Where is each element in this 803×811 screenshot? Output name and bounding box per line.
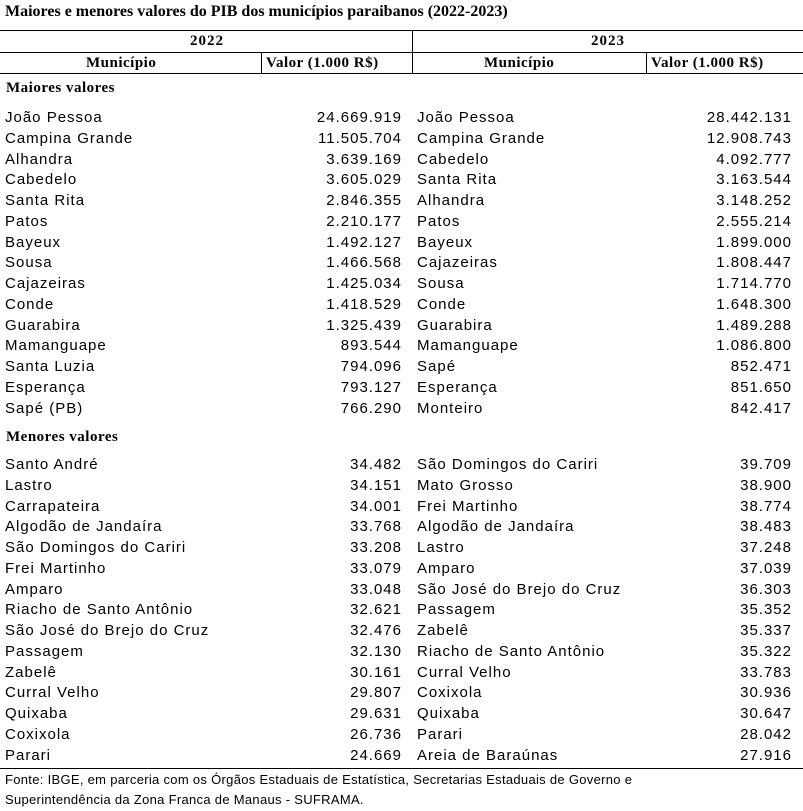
cell-municipio-2023: Mamanguape bbox=[417, 337, 519, 355]
col-divider-2023 bbox=[646, 52, 647, 74]
cell-valor-2022: 34.482 bbox=[350, 456, 402, 473]
table-row bbox=[0, 621, 803, 641]
cell-valor-2022: 2.210.177 bbox=[326, 212, 402, 230]
cell-valor-2022: 24.669 bbox=[350, 746, 402, 764]
cell-municipio-2022: Quixaba bbox=[5, 705, 68, 722]
table-row bbox=[0, 274, 803, 294]
cell-valor-2023: 38.900 bbox=[740, 476, 792, 494]
cell-valor-2023: 1.086.800 bbox=[716, 337, 792, 355]
source-note-line2: Superintendência da Zona Franca de Manaus - SUFRAMA. bbox=[5, 792, 364, 807]
cell-municipio-2023: Cajazeiras bbox=[417, 254, 498, 272]
cell-municipio-2022: Zabelê bbox=[5, 663, 57, 681]
cell-valor-2023: 4.092.777 bbox=[716, 150, 792, 168]
cell-valor-2023: 39.709 bbox=[740, 456, 792, 473]
cell-valor-2022: 1.418.529 bbox=[326, 295, 402, 313]
cell-municipio-2023: Esperança bbox=[417, 378, 498, 396]
table-row bbox=[0, 357, 803, 377]
cell-valor-2022: 1.425.034 bbox=[326, 275, 402, 292]
bottom-rule bbox=[0, 768, 803, 769]
cell-municipio-2022: Riacho de Santo Antônio bbox=[5, 601, 194, 619]
table-row bbox=[0, 233, 803, 253]
cell-municipio-2022: Santa Rita bbox=[5, 192, 86, 209]
cell-valor-2022: 33.079 bbox=[350, 559, 402, 577]
cell-municipio-2023: Quixaba bbox=[417, 705, 480, 722]
cell-valor-2023: 842.417 bbox=[730, 399, 792, 417]
table-row bbox=[0, 336, 803, 356]
cell-valor-2022: 34.151 bbox=[350, 476, 402, 494]
cell-valor-2023: 1.714.770 bbox=[716, 275, 792, 292]
cell-valor-2023: 30.647 bbox=[740, 705, 792, 722]
cell-valor-2022: 32.130 bbox=[350, 642, 402, 660]
cell-municipio-2022: Parari bbox=[5, 746, 52, 764]
cell-valor-2022: 33.768 bbox=[350, 518, 402, 536]
cell-valor-2022: 26.736 bbox=[350, 725, 402, 743]
cell-municipio-2022: Coxixola bbox=[5, 725, 71, 743]
cell-valor-2022: 893.544 bbox=[340, 337, 402, 355]
cell-municipio-2023: Patos bbox=[417, 212, 461, 230]
table-row bbox=[0, 150, 803, 170]
cell-municipio-2023: Frei Martinho bbox=[417, 497, 519, 515]
cell-municipio-2022: Cabedelo bbox=[5, 171, 78, 189]
table-row bbox=[0, 476, 803, 496]
cell-valor-2022: 2.846.355 bbox=[326, 192, 402, 209]
cell-valor-2022: 3.639.169 bbox=[326, 150, 402, 168]
cell-municipio-2023: João Pessoa bbox=[417, 109, 515, 126]
cell-municipio-2023: Passagem bbox=[417, 601, 496, 619]
cell-valor-2023: 38.774 bbox=[740, 497, 792, 515]
cell-valor-2022: 766.290 bbox=[340, 399, 402, 417]
cell-municipio-2022: João Pessoa bbox=[5, 109, 103, 126]
table-row bbox=[0, 253, 803, 273]
cell-municipio-2022: Frei Martinho bbox=[5, 559, 107, 577]
cell-valor-2023: 30.936 bbox=[740, 684, 792, 702]
cell-municipio-2022: Algodão de Jandaíra bbox=[5, 518, 163, 536]
table-row bbox=[0, 129, 803, 149]
cell-municipio-2022: Guarabira bbox=[5, 316, 81, 334]
section-maiores: Maiores valores bbox=[6, 80, 116, 96]
table-row bbox=[0, 497, 803, 517]
cell-valor-2022: 32.476 bbox=[350, 622, 402, 639]
table-row bbox=[0, 295, 803, 315]
year-header-2023: 2023 bbox=[591, 33, 625, 49]
cell-municipio-2022: Mamanguape bbox=[5, 337, 107, 355]
cell-valor-2023: 1.648.300 bbox=[716, 295, 792, 313]
cell-valor-2023: 37.248 bbox=[740, 539, 792, 556]
cell-valor-2023: 38.483 bbox=[740, 518, 792, 536]
cell-valor-2022: 24.669.919 bbox=[316, 109, 402, 126]
cell-valor-2022: 1.492.127 bbox=[326, 233, 402, 251]
cell-municipio-2022: São Domingos do Cariri bbox=[5, 539, 187, 556]
table-row bbox=[0, 517, 803, 537]
cell-municipio-2023: São José do Brejo do Cruz bbox=[417, 580, 622, 598]
cell-municipio-2023: Amparo bbox=[417, 559, 476, 577]
cell-valor-2022: 11.505.704 bbox=[318, 129, 402, 147]
cell-municipio-2022: Sousa bbox=[5, 254, 53, 272]
cell-municipio-2022: Santa Luzia bbox=[5, 358, 96, 375]
cell-municipio-2023: Cabedelo bbox=[417, 150, 490, 168]
cell-valor-2022: 1.466.568 bbox=[326, 254, 402, 272]
col-valor-2022: Valor (1.000 R$) bbox=[266, 55, 379, 71]
cell-valor-2023: 851.650 bbox=[730, 378, 792, 396]
table-row bbox=[0, 191, 803, 211]
col-municipio-2023: Município bbox=[484, 55, 555, 71]
cell-valor-2023: 1.489.288 bbox=[716, 316, 792, 334]
table-row bbox=[0, 559, 803, 579]
table-row bbox=[0, 170, 803, 190]
cell-municipio-2023: Bayeux bbox=[417, 233, 474, 251]
cell-municipio-2022: Passagem bbox=[5, 642, 84, 660]
cell-valor-2023: 12.908.743 bbox=[706, 129, 792, 147]
table-row bbox=[0, 316, 803, 336]
cell-valor-2023: 33.783 bbox=[740, 663, 792, 681]
col-municipio-2022: Município bbox=[86, 55, 157, 71]
cell-valor-2023: 1.899.000 bbox=[716, 233, 792, 251]
cell-valor-2022: 34.001 bbox=[350, 497, 402, 515]
cell-valor-2022: 29.631 bbox=[350, 705, 402, 722]
cell-municipio-2023: São Domingos do Cariri bbox=[417, 456, 599, 473]
cell-municipio-2023: Lastro bbox=[417, 539, 465, 556]
cell-municipio-2023: Sousa bbox=[417, 275, 465, 292]
cell-municipio-2023: Areia de Baraúnas bbox=[417, 746, 559, 764]
cell-municipio-2023: Curral Velho bbox=[417, 663, 512, 681]
col-divider-2022 bbox=[261, 52, 262, 74]
cell-municipio-2022: Conde bbox=[5, 295, 55, 313]
table-row bbox=[0, 455, 803, 475]
cell-valor-2023: 35.337 bbox=[740, 622, 792, 639]
table-row bbox=[0, 642, 803, 662]
table-row bbox=[0, 704, 803, 724]
cell-municipio-2022: Lastro bbox=[5, 476, 53, 494]
table-row bbox=[0, 212, 803, 232]
cell-municipio-2022: Curral Velho bbox=[5, 684, 100, 702]
cell-municipio-2023: Sapé bbox=[417, 358, 457, 375]
cell-municipio-2023: Santa Rita bbox=[417, 171, 498, 189]
cell-valor-2022: 29.807 bbox=[350, 684, 402, 702]
table-row bbox=[0, 580, 803, 600]
cell-valor-2023: 28.042 bbox=[740, 725, 792, 743]
col-valor-2023: Valor (1.000 R$) bbox=[651, 55, 764, 71]
table-row bbox=[0, 600, 803, 620]
cell-valor-2023: 2.555.214 bbox=[716, 212, 792, 230]
cell-valor-2023: 3.163.544 bbox=[716, 171, 792, 189]
cell-municipio-2022: Bayeux bbox=[5, 233, 62, 251]
table-title: Maiores e menores valores do PIB dos municípios paraibanos (2022-2023) bbox=[5, 3, 508, 20]
table-row bbox=[0, 399, 803, 419]
cell-municipio-2023: Riacho de Santo Antônio bbox=[417, 642, 606, 660]
cell-municipio-2022: Santo André bbox=[5, 456, 99, 473]
cell-valor-2022: 32.621 bbox=[350, 601, 402, 619]
cell-valor-2023: 27.916 bbox=[740, 746, 792, 764]
cell-municipio-2023: Conde bbox=[417, 295, 467, 313]
cell-municipio-2022: Esperança bbox=[5, 378, 86, 396]
cell-valor-2022: 3.605.029 bbox=[326, 171, 402, 189]
cell-valor-2023: 3.148.252 bbox=[716, 192, 792, 209]
cell-municipio-2023: Guarabira bbox=[417, 316, 493, 334]
cell-municipio-2022: Campina Grande bbox=[5, 129, 134, 147]
cell-municipio-2022: Amparo bbox=[5, 580, 64, 598]
table-row bbox=[0, 538, 803, 558]
year-rule bbox=[0, 52, 803, 53]
table-row bbox=[0, 663, 803, 683]
cell-valor-2023: 35.352 bbox=[740, 601, 792, 619]
top-rule bbox=[0, 30, 803, 31]
cell-valor-2022: 30.161 bbox=[350, 663, 402, 681]
table-row bbox=[0, 746, 803, 766]
table-row bbox=[0, 378, 803, 398]
cell-valor-2023: 28.442.131 bbox=[706, 109, 792, 126]
cell-municipio-2022: Patos bbox=[5, 212, 49, 230]
table-row bbox=[0, 108, 803, 128]
source-note-line1: Fonte: IBGE, em parceria com os Órgãos Estaduais de Estatística, Secretarias Estaduais de Governo e bbox=[5, 772, 633, 787]
cell-municipio-2023: Zabelê bbox=[417, 622, 469, 639]
cell-municipio-2023: Algodão de Jandaíra bbox=[417, 518, 575, 536]
cell-valor-2023: 35.322 bbox=[740, 642, 792, 660]
cell-municipio-2022: Sapé (PB) bbox=[5, 399, 84, 417]
cell-valor-2022: 793.127 bbox=[340, 378, 402, 396]
cell-valor-2023: 852.471 bbox=[730, 358, 792, 375]
cell-municipio-2023: Campina Grande bbox=[417, 129, 546, 147]
cell-valor-2023: 36.303 bbox=[740, 580, 792, 598]
cell-municipio-2023: Coxixola bbox=[417, 684, 483, 702]
section-menores: Menores valores bbox=[6, 429, 119, 445]
cell-valor-2022: 1.325.439 bbox=[326, 316, 402, 334]
cell-municipio-2023: Monteiro bbox=[417, 399, 484, 417]
cell-municipio-2022: Alhandra bbox=[5, 150, 74, 168]
header-rule bbox=[0, 73, 803, 74]
cell-valor-2023: 1.808.447 bbox=[716, 254, 792, 272]
cell-valor-2022: 33.048 bbox=[350, 580, 402, 598]
cell-municipio-2022: Cajazeiras bbox=[5, 275, 86, 292]
cell-municipio-2022: Carrapateira bbox=[5, 497, 101, 515]
cell-municipio-2023: Alhandra bbox=[417, 192, 486, 209]
table-row bbox=[0, 725, 803, 745]
cell-municipio-2022: São José do Brejo do Cruz bbox=[5, 622, 210, 639]
cell-municipio-2023: Parari bbox=[417, 725, 464, 743]
table-row bbox=[0, 683, 803, 703]
cell-valor-2023: 37.039 bbox=[740, 559, 792, 577]
cell-valor-2022: 33.208 bbox=[350, 539, 402, 556]
year-header-2022: 2022 bbox=[190, 33, 224, 49]
cell-municipio-2023: Mato Grosso bbox=[417, 476, 514, 494]
cell-valor-2022: 794.096 bbox=[340, 358, 402, 375]
